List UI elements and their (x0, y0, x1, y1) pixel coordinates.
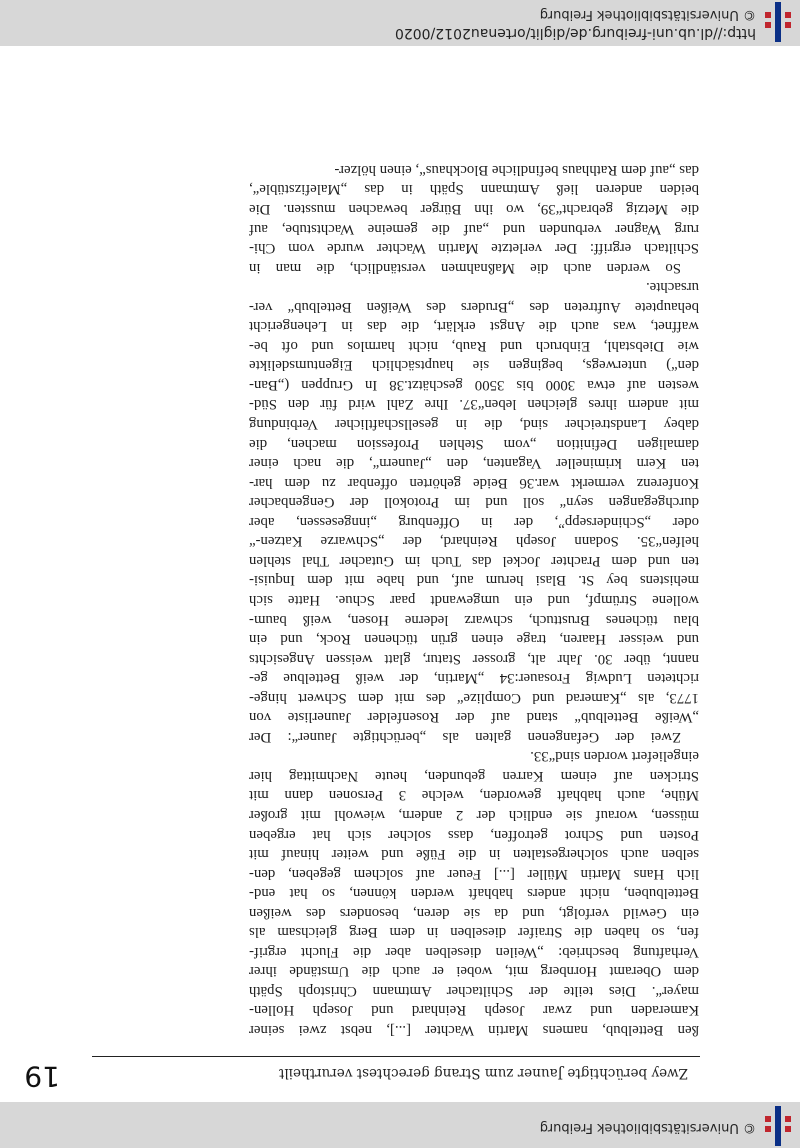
text-line: Stricken auf einem Karren gebunden, heute Nachmittag hier (249, 767, 699, 784)
top-watermark-band (0, 1102, 800, 1148)
text-line: das „auf dem Rathhaus befindliche Blockhaus“, einen hölzer- (334, 161, 699, 178)
text-line: „Weiße Bettelbub“ stand auf der Rosenfelder Jaunerliste von (249, 709, 699, 726)
text-line: ßen Bettelbub, namens Martin Wachter [...], nebst zwei seiner (249, 1022, 699, 1038)
text-line: Bettelbuben, nicht anders habhaft werden können, so hat end- (249, 885, 699, 902)
bottom-institution-text: © Universitätsbibliothek Freiburg (539, 7, 756, 22)
source-url[interactable]: http://dl.ub.uni-freiburg.de/diglit/ortenau2012/0020 (394, 25, 756, 41)
text-line: ten und dem Prachter Jockel das Tuch im Gutacher Thal stehlen (249, 552, 699, 569)
text-line: westen auf etwa 3000 bis 3500 geschätzt.38 In Gruppen („Ban- (249, 376, 699, 393)
text-line: So werden auch die Maßnahmen verständlich, die man in (249, 259, 681, 276)
text-line: blau tüchenes Brusttuch, schwarz lederne Hosen, weiß baum- (249, 611, 699, 628)
text-line: Verhaftung beschrieb: „Weilen dieselben aber die Flucht ergrif- (249, 943, 699, 960)
running-header (24, 1056, 700, 1093)
text-line: mehistens bey St. Blasi herum auf, und habe mit dem Inquisi- (249, 572, 699, 589)
text-line: wie Diebstahl, Einbruch und Raub, nicht harmlos und oft be- (249, 337, 699, 354)
text-line: damaligen Definition „vom Stehlen Profession machen, die (249, 435, 699, 452)
text-line: Konferenz vermerkt war.36 Beide gehörten offenbar zu dem har- (249, 474, 699, 491)
text-line: 1773, als „Kamerad und Complize“ des mit dem Schwert hinge- (249, 689, 699, 706)
university-logo (762, 1106, 794, 1146)
text-line: Zwei der Gefangenen galten als „berüchtigte Jauner“: Der (249, 728, 681, 745)
text-line: Kameraden und zwar Joseph Reinhard und Joseph Hollen- (249, 1002, 699, 1019)
text-line: behauptete Auftreten des „Bruders des Weißen Bettelbub“ ver- (249, 298, 699, 315)
text-line: eingeliefert worden sind“33. (530, 748, 699, 765)
text-line: nannt, über 30. Jahr alt, grosser Statur, glatt weissen Angesichts (249, 650, 699, 667)
bottom-url-band (0, 0, 800, 46)
text-line: Posten und Schrot getroffen, dass solcher sich hat ergeben (249, 826, 699, 843)
text-line: waffnet, was auch die Angst erklärt, die das in Lehengericht (249, 318, 699, 335)
text-line: helfen“35. Sodann Joseph Reinhard, der „Schwarze Katzen-“ (249, 533, 699, 550)
text-line: durchgegangen seyn“ soll und im Protokoll der Gengenbacher (249, 494, 699, 511)
text-line: dem Oberamt Hornberg mit, wobei er auch die Umstände ihrer (249, 963, 699, 980)
text-line: rurg Wagner verbunden und „auf die gemeine Wachtstube, auf (249, 220, 699, 237)
page-number: 19 (24, 1060, 60, 1093)
text-line: beiden anderen ließ Amtmann Späth in das „Malefizstüble“, (249, 181, 699, 198)
text-line: Schiltach ergriff: Der verletzte Martin Wachter wurde vom Chi- (249, 240, 699, 257)
text-line: fen, so haben die Straifer dieselben in dem Berg gleichsam als (249, 924, 699, 941)
running-title: Zwey berüchtigte Jauner zum Strang gerechtest verurtheilt (278, 1065, 688, 1081)
text-line: und weisser Haaren, trage einen grün tüchenen Rock, und ein (249, 631, 699, 648)
text-line: ten Kern krimineller Vaganten, den „Jaunern“, die nach einer (249, 455, 699, 472)
text-line: müssen, worauf sie endlich der 2 andern, wiewohl mit großer (249, 806, 699, 823)
text-line: richteten Ludwig Frosauer:34 „Martin, der weiß Bettelbue ge- (249, 670, 699, 687)
text-line: oder „Schinderseppˮ, der in Offenburg „inngesessen, aber (249, 513, 699, 530)
text-line: selben auch solchergestalten in die Füße und weiter hinauf mit (249, 846, 699, 863)
text-line: mayer“. Dies teilte der Schiltacher Amtmann Christoph Späth (249, 982, 699, 999)
text-line: dabey Landstreicher sind, die in gesellschaftlicher Verbindung (249, 416, 699, 433)
text-line: lich Hans Martin Müller [...] Feuer auf solchem gegeben, den- (249, 865, 699, 882)
top-institution-text: © Universitätsbibliothek Freiburg (539, 1120, 756, 1135)
text-line: ein Gewild verfolgt, und da sie deren, besonders des weißen (249, 904, 699, 921)
university-logo (762, 2, 794, 42)
text-line: mit andern ihres gleichen leben“37. Ihre Zahl wird für den Süd- (249, 396, 699, 413)
text-line: ursachte. (646, 279, 699, 296)
body-text (249, 159, 699, 1039)
text-line: die Metzig gebracht“39, wo ihn Bürger bewachen mussten. Die (249, 201, 699, 218)
text-line: den“) unterwegs, begingen sie hauptsächlich Eigentumsdelikte (249, 357, 699, 374)
text-line: wollene Strümpf, und ein umgewandt paar Schue. Hatte sich (249, 591, 699, 608)
text-line: Mühe, auch habhaft geworden, welche 3 Personen dann mit (249, 787, 699, 804)
